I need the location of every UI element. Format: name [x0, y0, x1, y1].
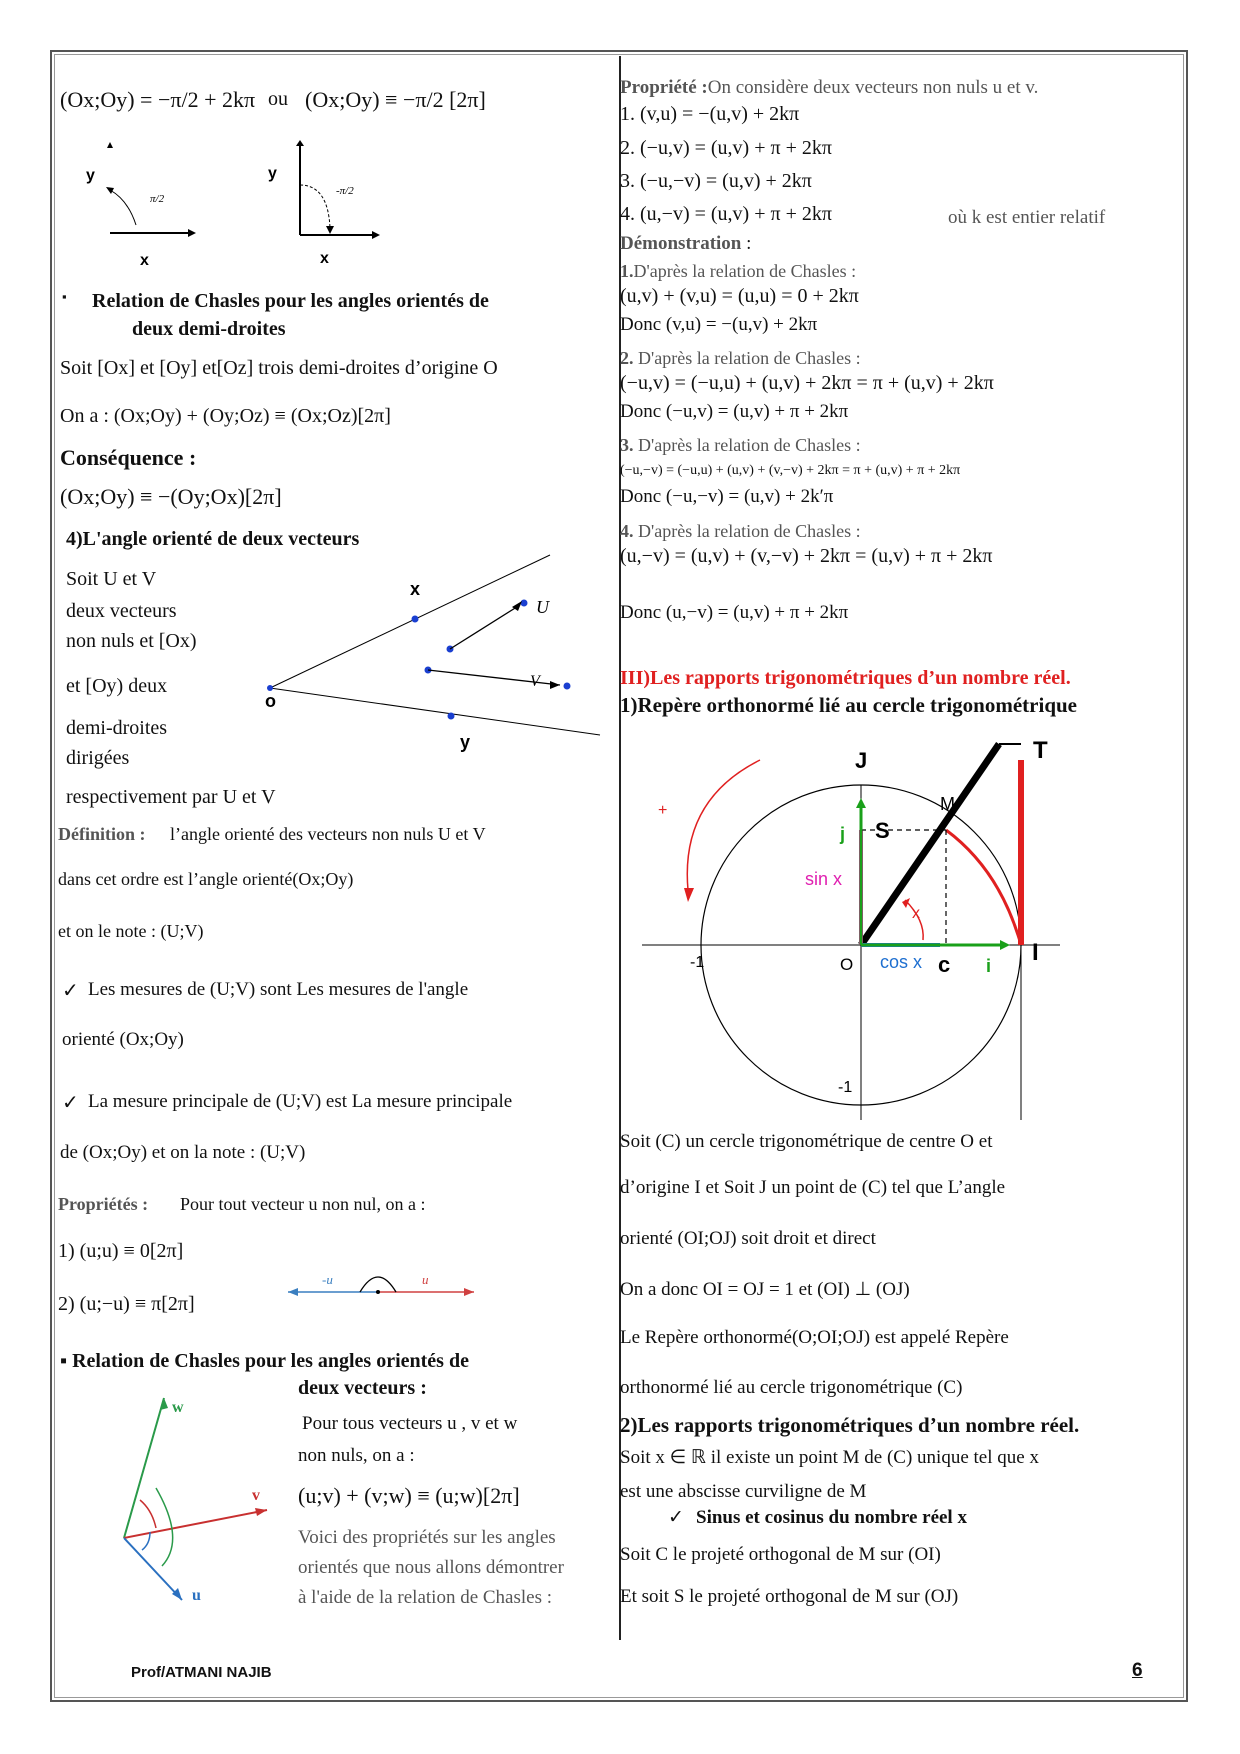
property-item-2: 2. (−u,v) = (u,v) + π + 2kπ: [620, 137, 832, 159]
opposite-vectors-figure: [284, 1262, 484, 1302]
repere-line-2: orthonormé lié au cercle trigonométrique (C): [620, 1377, 963, 1398]
property-item-4: 4. (u,−v) = (u,v) + π + 2kπ: [620, 203, 832, 225]
sinus-cosinus-title: Sinus et cosinus du nombre réel x: [696, 1507, 967, 1528]
demonstration-label: Démonstration: [620, 233, 742, 254]
three-vectors-figure: [112, 1390, 282, 1610]
soit-x-line-1: Soit x ∈ ℝ il existe un point M de (C) unique tel que x: [620, 1447, 1039, 1468]
definition-line-2: dans cet ordre est l’angle orienté(Ox;Oy): [58, 869, 354, 889]
angle-figure-positive: [80, 140, 190, 270]
page-number: 6: [1132, 1660, 1143, 1681]
check-1a: Les mesures de (U;V) sont Les mesures de l'angle: [88, 979, 469, 1000]
properties-label: Propriétés :: [58, 1194, 149, 1214]
circle-plus-label: +: [658, 802, 668, 819]
soit-demi-droites: Soit [Ox] et [Oy] et[Oz] trois demi-droites d’origine O: [60, 357, 498, 379]
projection-S-line: Et soit S le projeté orthogonal de M sur (OJ): [620, 1586, 959, 1607]
demo-number: 1.: [620, 261, 634, 281]
half-lines-figure: [260, 545, 620, 755]
check-icon: ✓: [62, 980, 79, 1002]
chasles2-equation: (u;v) + (v;w) ≡ (u;w)[2π]: [298, 1483, 520, 1508]
demo-number: 4.: [620, 521, 634, 541]
demo-equation: (u,v) + (v,u) = (u,u) = 0 + 2kπ: [620, 285, 859, 307]
fig1-angle-label: π/2: [150, 193, 165, 205]
chasles2-title-2: deux vecteurs :: [298, 1377, 427, 1399]
fig2-angle-label: -π/2: [336, 185, 354, 197]
definition-label: Définition :: [58, 824, 146, 844]
demo-donc: Donc (−u,−v) = (u,v) + 2k′π: [620, 486, 834, 507]
top-equation-or: ou: [268, 88, 288, 110]
demo-number: 2.: [620, 348, 634, 368]
fig2-y-label: y: [268, 165, 277, 182]
soit-C-line-1: Soit (C) un cercle trigonométrique de centre O et: [620, 1131, 993, 1152]
chasles2-title-1: ▪ Relation de Chasles pour les angles orientés de: [60, 1350, 469, 1372]
property-1: 1) (u;u) ≡ 0[2π]: [58, 1240, 184, 1262]
demonstration-heading: [620, 234, 751, 255]
soit-C-line-3: orienté (OI;OJ) soit droit et direct: [620, 1228, 876, 1249]
property-text: On considère deux vecteurs non nuls u et v.: [707, 77, 1039, 98]
section-4-title: 4)L'angle orienté de deux vecteurs: [66, 528, 360, 550]
fig4-u-label: u: [422, 1272, 429, 1287]
author-footer: Prof/ATMANI NAJIB: [131, 1664, 272, 1681]
chasles-equation: On a : (Ox;Oy) + (Oy;Oz) ≡ (Ox;Oz)[2π]: [60, 405, 391, 427]
demo-donc: Donc (−u,v) = (u,v) + π + 2kπ: [620, 401, 849, 422]
check-2b: de (Ox;Oy) et on la note : (U;V): [60, 1142, 306, 1163]
chasles2-gray-2: orientés que nous allons démontrer: [298, 1557, 564, 1578]
fig3-y-label: y: [460, 732, 471, 752]
circle-M-label: M: [940, 794, 955, 814]
s4-line: demi-droites: [66, 717, 168, 739]
circle-i-label: i: [986, 956, 992, 976]
soit-x-line-2: est une abscisse curviligne de M: [620, 1481, 867, 1502]
soit-C-line-2: d’origine I et Soit J un point de (C) tel que L’angle: [620, 1177, 1006, 1198]
property-item-4-suffix: où k est entier relatif: [948, 207, 1106, 228]
circle-minus1-bottom-label: -1: [838, 1079, 853, 1096]
demo-title: D'après la relation de Chasles :: [633, 348, 861, 368]
chasles-title-2: deux demi-droites: [132, 318, 286, 340]
fig2-x-label: x: [320, 250, 329, 267]
fig3-o-label: o: [265, 691, 276, 711]
demo-title: D'après la relation de Chasles :: [633, 435, 861, 455]
circle-I-label: I: [1032, 939, 1039, 966]
circle-T-label: T: [1033, 737, 1048, 764]
bullet-square: ▪: [62, 289, 67, 304]
fig3-x-label: x: [410, 579, 421, 599]
definition-line-1: l’angle orienté des vecteurs non nuls U et V: [170, 824, 486, 844]
demo-donc: Donc (v,u) = −(u,v) + 2kπ: [620, 314, 818, 335]
projection-C-line: Soit C le projeté orthogonal de M sur (OI): [620, 1544, 941, 1565]
demo-donc: Donc (u,−v) = (u,v) + π + 2kπ: [620, 602, 849, 623]
fig5-u-label: u: [192, 1587, 201, 1604]
demonstration-colon: :: [746, 233, 752, 254]
fig3-V-label: V: [530, 673, 540, 690]
check-icon: ✓: [62, 1092, 79, 1114]
s4-line: dirigées: [66, 747, 130, 769]
section-3-2-title: 2)Les rapports trigonométriques d’un nombre réel.: [620, 1413, 1080, 1437]
check-1b: orienté (Ox;Oy): [62, 1029, 184, 1050]
chasles-title-1: Relation de Chasles pour les angles orientés de: [92, 290, 489, 312]
circle-O-label: O: [840, 955, 854, 974]
section-3-1-title: 1)Repère orthonormé lié au cercle trigonométrique: [620, 693, 1077, 717]
circle-J-label: J: [855, 748, 868, 773]
s4-line: non nuls et [Ox): [66, 630, 197, 652]
s4-line: Soit U et V: [66, 568, 157, 590]
circle-C-label: c: [938, 952, 951, 977]
chasles2-text-1: Pour tous vecteurs u , v et w: [302, 1413, 518, 1434]
property-heading: [620, 78, 1038, 99]
s4-line: deux vecteurs: [66, 600, 177, 622]
top-equation-1: (Ox;Oy) = −π/2 + 2kπ: [60, 87, 256, 112]
circle-cosx-label: cos x: [880, 952, 923, 972]
check-2a: La mesure principale de (U;V) est La mesure principale: [88, 1091, 513, 1112]
on-a-donc-line: On a donc OI = OJ = 1 et (OI) ⊥ (OJ): [620, 1279, 910, 1300]
s4-line: et [Oy) deux: [66, 675, 168, 697]
check-icon: ✓: [668, 1507, 684, 1528]
circle-minus1-left-label: -1: [690, 954, 705, 971]
property-item-1: 1. (v,u) = −(u,v) + 2kπ: [620, 103, 800, 125]
chasles2-gray-3: à l'aide de la relation de Chasles :: [298, 1587, 553, 1608]
fig3-U-label: U: [536, 597, 549, 617]
repere-line-1: Le Repère orthonormé(O;OI;OJ) est appelé Repère: [620, 1327, 1009, 1348]
top-equation-2: (Ox;Oy) ≡ −π/2 [2π]: [305, 87, 486, 112]
angle-figure-negative: [260, 140, 390, 270]
demo-equation: (−u,−v) = (−u,u) + (u,v) + (v,−v) + 2kπ = π + (u,v) + π + 2kπ: [620, 463, 961, 478]
chasles2-text-2: non nuls, on a :: [298, 1445, 415, 1466]
circle-j-label: j: [840, 824, 846, 844]
fig5-w-label: w: [172, 1399, 184, 1416]
demo-equation: (u,−v) = (u,v) + (v,−v) + 2kπ = (u,v) + π + 2kπ: [620, 545, 993, 567]
circle-S-label: S: [875, 818, 890, 843]
properties-text: Pour tout vecteur u non nul, on a :: [180, 1194, 426, 1214]
circle-x-label: x: [912, 905, 920, 922]
demo-title: D'après la relation de Chasles :: [633, 261, 857, 281]
fig1-y-label: y: [86, 167, 95, 184]
s4-line: respectivement par U et V: [66, 786, 276, 808]
property-label: Propriété :: [620, 77, 708, 98]
definition-line-3: et on le note : (U;V): [58, 921, 204, 941]
property-item-3: 3. (−u,−v) = (u,v) + 2kπ: [620, 170, 812, 192]
demo-equation: (−u,v) = (−u,u) + (u,v) + 2kπ = π + (u,v) + 2kπ: [620, 372, 994, 394]
property-2: 2) (u;−u) ≡ π[2π]: [58, 1293, 195, 1315]
demo-number: 3.: [620, 435, 634, 455]
fig4-neg-u-label: -u: [322, 1272, 333, 1287]
trigonometric-circle-figure: [640, 737, 1080, 1120]
fig1-x-label: x: [140, 252, 149, 269]
circle-sinx-label: sin x: [805, 869, 843, 889]
chasles2-gray-1: Voici des propriétés sur les angles: [298, 1527, 556, 1548]
section-3-title: III)Les rapports trigonométriques d’un nombre réel.: [620, 667, 1071, 689]
consequence-equation: (Ox;Oy) ≡ −(Oy;Ox)[2π]: [60, 484, 282, 509]
demo-title: D'après la relation de Chasles :: [633, 521, 861, 541]
consequence-heading: Conséquence :: [60, 445, 197, 470]
fig5-v-label: v: [252, 1487, 260, 1504]
